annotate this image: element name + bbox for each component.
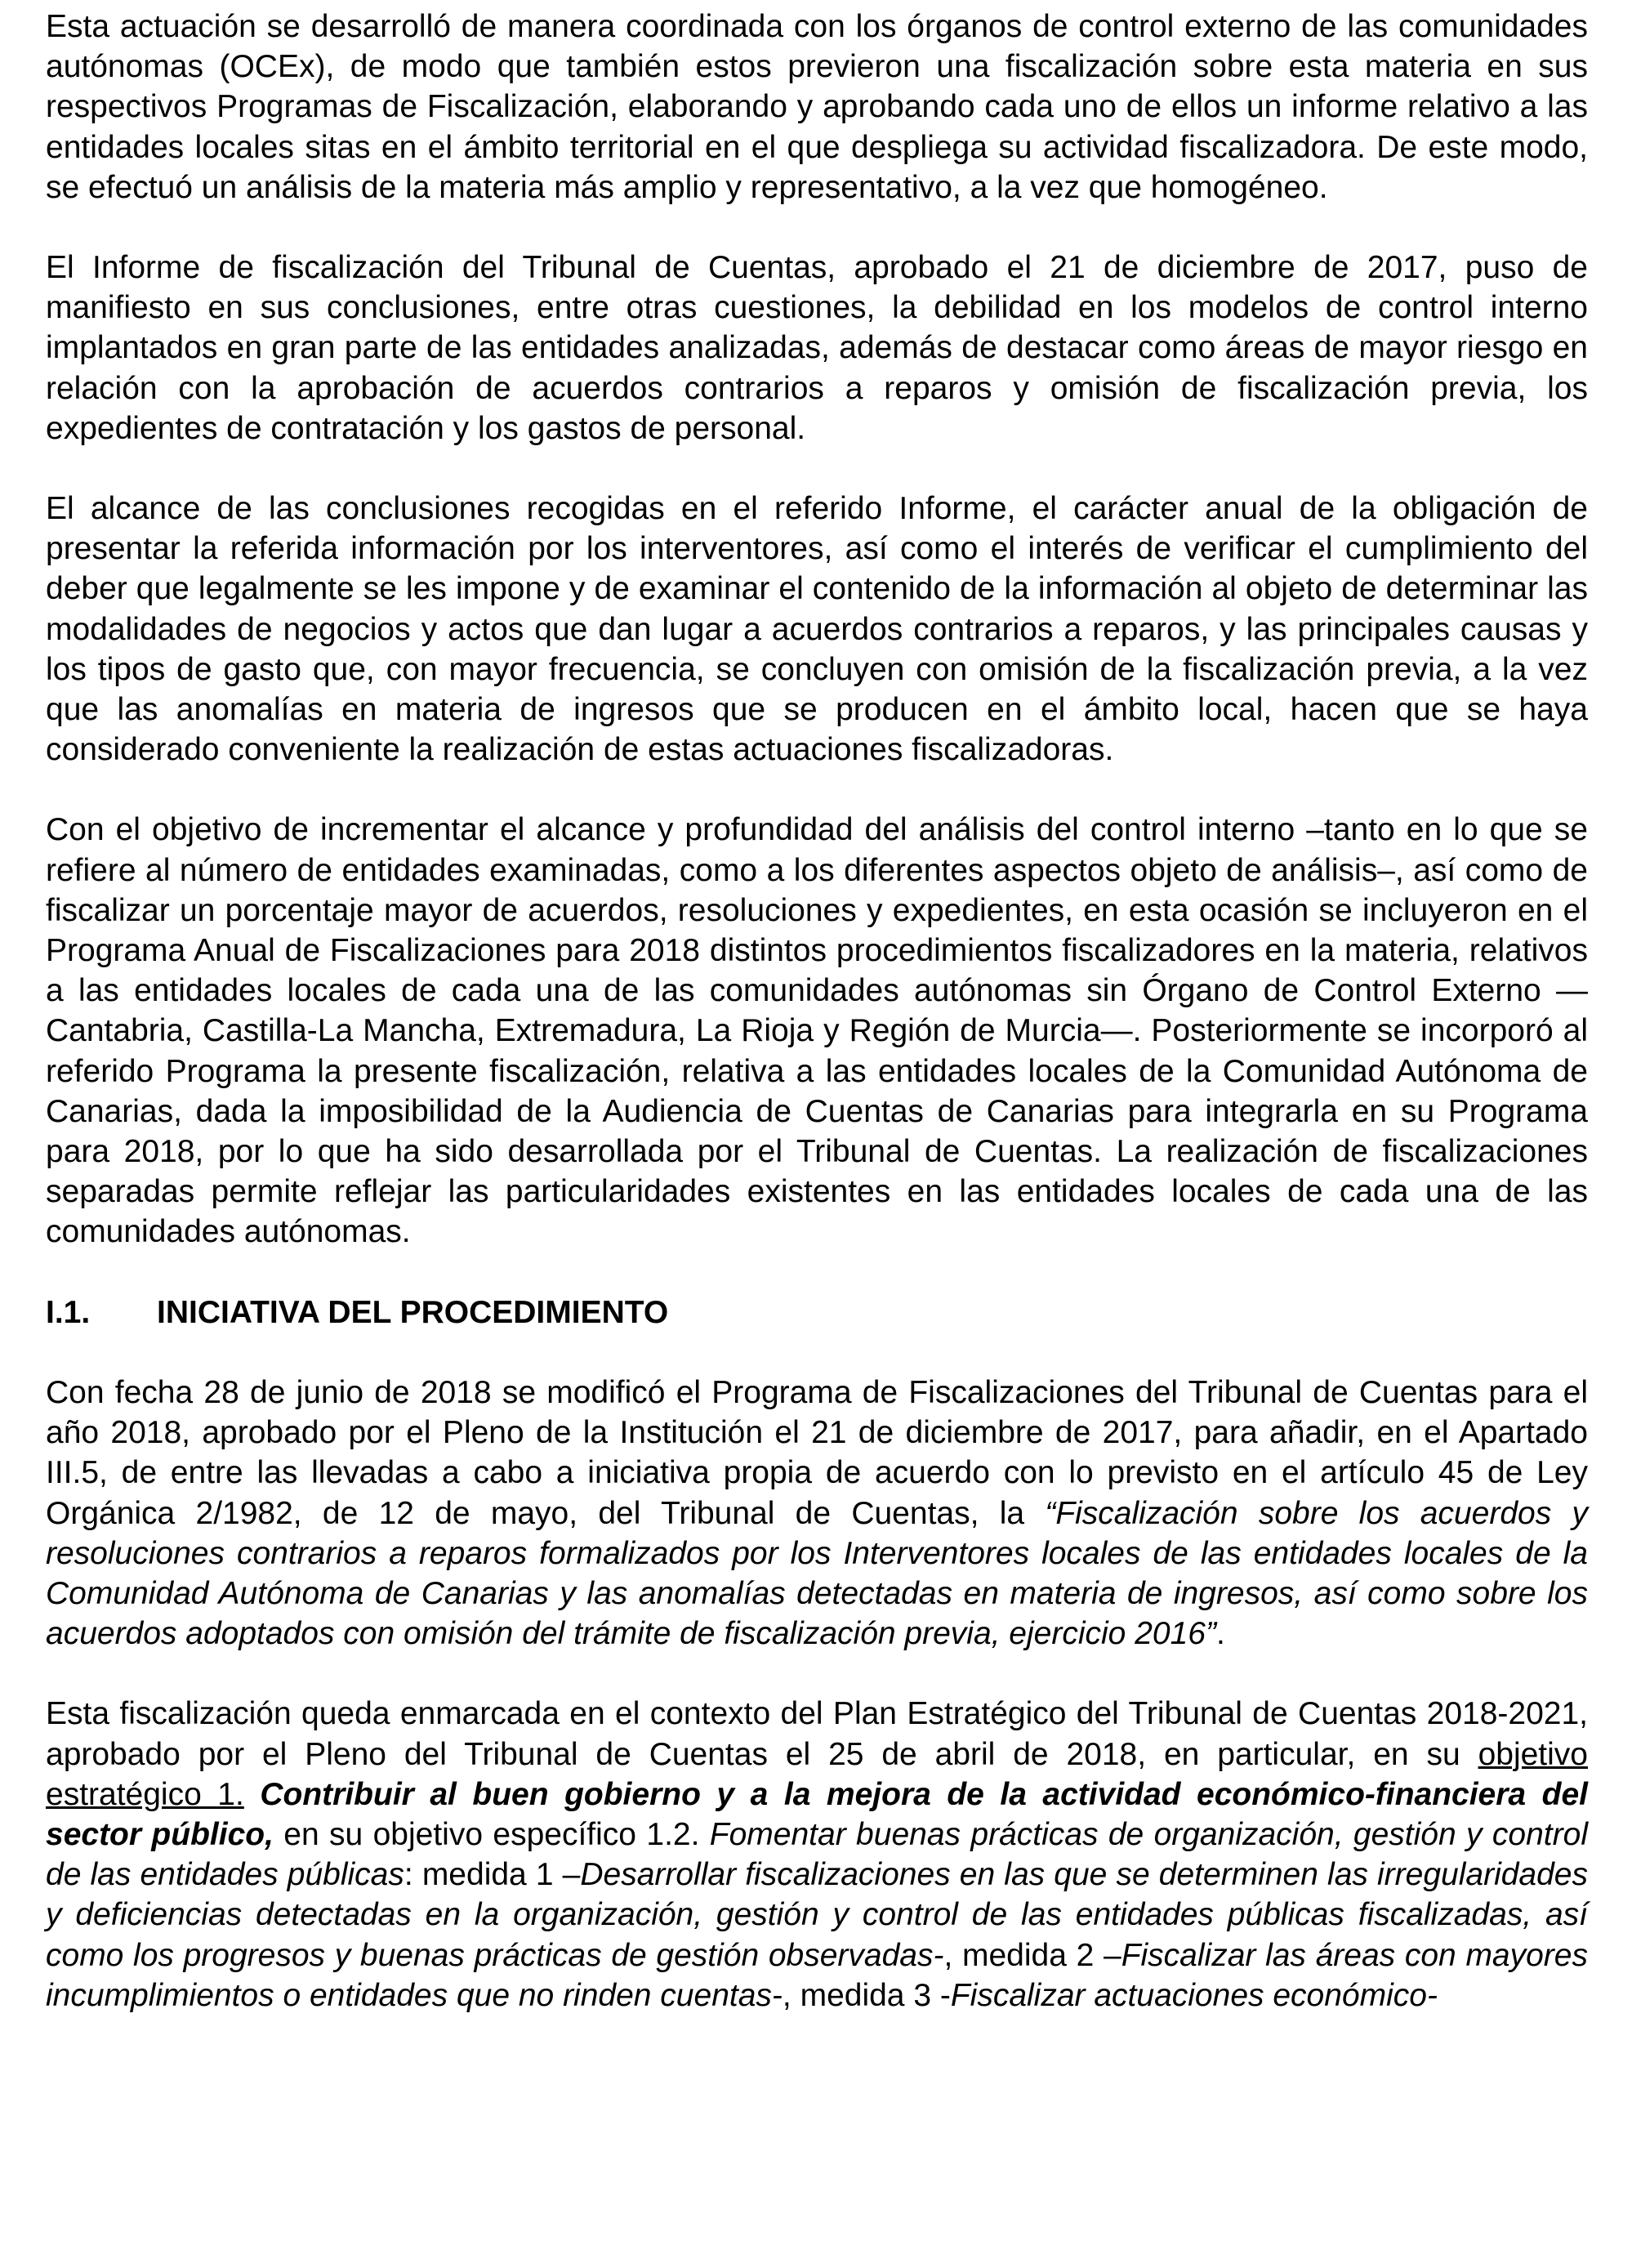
measure-1-text: Desarrollar fiscalizaciones en las que se determinen las irregularidades y deficiencias detectadas en la organización, gestión y control de las entidades públicas fiscalizadas, así como los progresos y buenas prácticas de gestión observadas- xyxy=(46,1857,1588,1973)
paragraph-5-text: Con fecha 28 de junio de 2018 se modificó el Programa de Fiscalizaciones del Tribunal de Cuentas para el año 2018, aprobado por el Pleno de la Institución el 21 de diciembre de 2017, para añadir, en el Apartado III.5, de entre las llevadas a cabo a iniciativa propia de acuerdo con lo previsto en el artículo 45 de Ley Orgánica 2/1982, de 12 de mayo, del Tribunal de Cuentas, la xyxy=(46,1374,1588,1531)
paragraph-6-text-a: Esta fiscalización queda enmarcada en el contexto del Plan Estratégico del Tribunal de Cuentas 2018-2021, aprobado por el Pleno del Tribunal de Cuentas el 25 de abril de 2018, en particular, en su xyxy=(46,1696,1588,1772)
paragraph-5 xyxy=(46,1373,1588,1654)
measure-2-text: Fiscalizar las áreas con mayores incumplimientos o entidades que no rinden cuentas- xyxy=(46,1937,1588,2013)
paragraph-6-text-g: : medida 1 – xyxy=(404,1857,581,1893)
specific-objective-title: Fomentar buenas prácticas de organización, gestión y control de las entidades públicas xyxy=(46,1816,1588,1893)
paragraph-5-end: . xyxy=(1215,1616,1225,1652)
paragraph-6-text-e: en su objetivo específico 1.2. xyxy=(273,1816,710,1852)
strategic-objective: objetivo estratégico 1. xyxy=(46,1736,1588,1812)
paragraph-5-quote: “Fiscalización sobre los acuerdos y resoluciones contrarios a reparos formalizados por los Interventores locales de las entidades locales de la Comunidad Autónoma de Canarias y las anomalías detectadas en materia de ingresos, así como sobre los acuerdos adoptados con omisión del trámite de fiscalización previa, ejercicio 2016” xyxy=(46,1495,1588,1652)
section-title: INICIATIVA DEL PROCEDIMIENTO xyxy=(157,1294,669,1330)
paragraph-6-text-k: , medida 3 - xyxy=(782,1977,951,2013)
section-heading xyxy=(46,1292,1588,1333)
paragraph-6 xyxy=(46,1694,1588,2016)
measure-3-text: Fiscalizar actuaciones económico- xyxy=(950,1977,1438,2013)
paragraph-3: El alcance de las conclusiones recogidas en el referido Informe, el carácter anual de la obligación de presentar la referida información por los interventores, así como el interés de verificar el cumplimiento del deber que legalmente se les impone y de examinar el contenido de la información al objeto de determinar las modalidades de negocios y actos que dan lugar a acuerdos contrarios a reparos, y las principales causas y los tipos de gasto que, con mayor frecuencia, se concluyen con omisión de la fiscalización previa, a la vez que las anomalías en materia de ingresos que se producen en el ámbito local, hacen que se haya considerado conveniente la realización de estas actuaciones fiscalizadoras. xyxy=(46,491,1588,768)
paragraph-2: El Informe de fiscalización del Tribunal de Cuentas, aprobado el 21 de diciembre de 2017, puso de manifiesto en sus conclusiones, entre otras cuestiones, la debilidad en los modelos de control interno implantados en gran parte de las entidades analizadas, además de destacar como áreas de mayor riesgo en relación con la aprobación de acuerdos contrarios a reparos y omisión de fiscalización previa, los expedientes de contratación y los gastos de personal. xyxy=(46,250,1588,446)
paragraph-6-space xyxy=(244,1777,261,1812)
document-page xyxy=(46,7,1588,2056)
paragraph-6-text-i: , medida 2 – xyxy=(943,1937,1121,1973)
paragraph-4: Con el objetivo de incrementar el alcance y profundidad del análisis del control interno –tanto en lo que se refiere al número de entidades examinadas, como a los diferentes aspectos objeto de análisis–, así como de fiscalizar un porcentaje mayor de acuerdos, resoluciones y expedientes, en esta ocasión se incluyeron en el Programa Anual de Fiscalizaciones para 2018 distintos procedimientos fiscalizadores en la materia, relativos a las entidades locales de cada una de las comunidades autónomas sin Órgano de Control Externo —Cantabria, Castilla-La Mancha, Extremadura, La Rioja y Región de Murcia—. Posteriormente se incorporó al referido Programa la presente fiscalización, relativa a las entidades locales de la Comunidad Autónoma de Canarias, dada la imposibilidad de la Audiencia de Cuentas de Canarias para integrarla en su Programa para 2018, por lo que ha sido desarrollada por el Tribunal de Cuentas. La realización de fiscalizaciones separadas permite reflejar las particularidades existentes en las entidades locales de cada una de las comunidades autónomas. xyxy=(46,812,1588,1250)
paragraph-1: Esta actuación se desarrolló de manera coordinada con los órganos de control externo de las comunidades autónomas (OCEx), de modo que también estos previeron una fiscalización sobre esta materia en sus respectivos Programas de Fiscalización, elaborando y aprobando cada uno de ellos un informe relativo a las entidades locales sitas en el ámbito territorial en el que despliega su actividad fiscalizadora. De este modo, se efectuó un análisis de la materia más amplio y representativo, a la vez que homogéneo. xyxy=(46,9,1588,205)
strategic-objective-title: Contribuir al buen gobierno y a la mejora de la actividad económico-financiera del sector público, xyxy=(46,1776,1588,1852)
section-number: I.1. xyxy=(46,1294,91,1330)
